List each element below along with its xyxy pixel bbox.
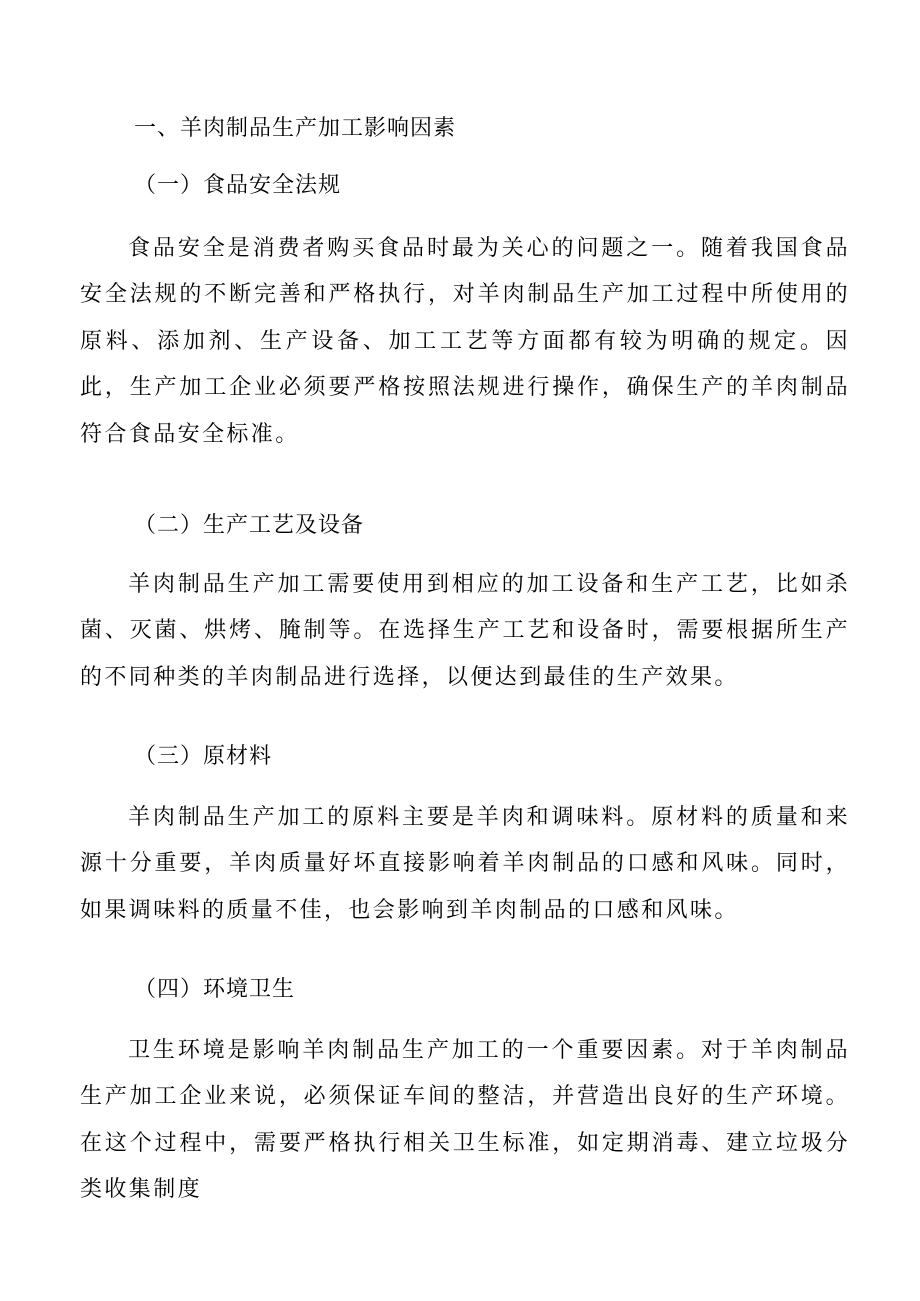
section-body-process-equipment: 羊肉制品生产加工需要使用到相应的加工设备和生产工艺，比如杀菌、灭菌、烘烤、腌制等。在选择生产工艺和设备时，需要根据所生产的不同种类的羊肉制品进行选择，以便达到最佳的生产效果。 [80,572,850,690]
section-title-process-equipment: （二）生产工艺及设备 [134,513,365,538]
section-title-hygiene: （四）环境卫生 [134,977,296,1002]
section-body-hygiene: 卫生环境是影响羊肉制品生产加工的一个重要因素。对于羊肉制品生产加工企业来说，必须保证车间的整洁，并营造出良好的生产环境。在这个过程中，需要严格执行相关卫生标准，如定期消毒、建立垃圾分类收集制度 [80,1038,850,1203]
section-title-raw-materials: （三）原材料 [134,744,273,769]
section-title-food-safety: （一）食品安全法规 [134,173,342,198]
section-body-food-safety: 食品安全是消费者购买食品时最为关心的问题之一。随着我国食品安全法规的不断完善和严格执行，对羊肉制品生产加工过程中所使用的原料、添加剂、生产设备、加工工艺等方面都有较为明确的规定。因此，生产加工企业必须要严格按照法规进行操作，确保生产的羊肉制品符合食品安全标准。 [80,236,850,447]
main-heading: 一、羊肉制品生产加工影响因素 [134,116,457,141]
section-body-raw-materials: 羊肉制品生产加工的原料主要是羊肉和调味料。原材料的质量和来源十分重要，羊肉质量好坏直接影响着羊肉制品的口感和风味。同时，如果调味料的质量不佳，也会影响到羊肉制品的口感和风味。 [80,805,850,923]
